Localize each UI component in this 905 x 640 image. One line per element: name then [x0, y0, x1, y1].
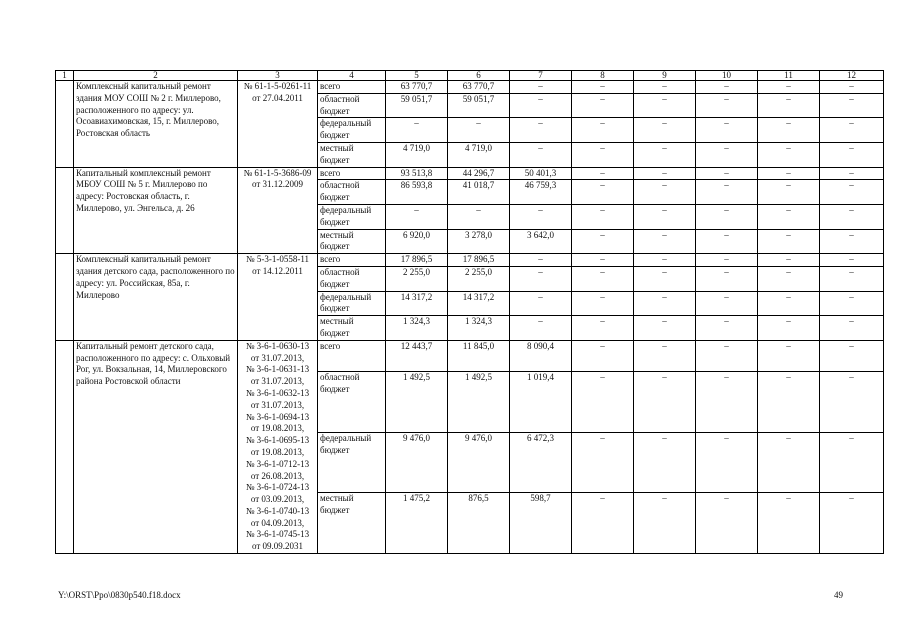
empty-value-cell: – [820, 340, 884, 372]
empty-value-cell: – [696, 204, 758, 229]
value-cell: – [510, 291, 572, 316]
document-reference [238, 254, 318, 341]
empty-value-cell: – [634, 493, 696, 554]
empty-value-cell: – [696, 142, 758, 167]
value-cell: 9 476,0 [448, 432, 510, 493]
table-row [56, 81, 884, 94]
column-number: 9 [634, 71, 696, 81]
empty-value-cell: – [634, 142, 696, 167]
empty-value-cell: – [696, 316, 758, 341]
empty-value-cell: – [572, 180, 634, 205]
funding-source: местный бюджет [318, 229, 386, 254]
object-name: Комплексный капитальный ремонт здания МОУ СОШ № 2 г. Миллерово, расположенного по адресу: ул. Осоавиахимовская, 15, г. Миллерово, Ростовская область [74, 81, 238, 168]
empty-value-cell: – [758, 266, 820, 291]
budget-table [55, 70, 884, 554]
document-line: от 09.09.2031 [251, 541, 304, 552]
page-number: 49 [834, 590, 843, 600]
funding-source: всего [318, 340, 386, 372]
value-cell: 1 324,3 [386, 316, 448, 341]
value-cell: 41 018,7 [448, 180, 510, 205]
funding-source: федеральный бюджет [318, 204, 386, 229]
value-cell: – [510, 118, 572, 143]
column-number: 11 [758, 71, 820, 81]
value-cell: 17 896,5 [386, 254, 448, 267]
empty-value-cell: – [696, 432, 758, 493]
empty-value-cell: – [820, 167, 884, 180]
object-name: Капитальный ремонт детского сада, расположенного по адресу: с. Ольховый Рог, ул. Вокзальная, 14, Миллеровского района Ростовской области [74, 340, 238, 553]
value-cell: 63 770,7 [386, 81, 448, 94]
column-number-row [56, 71, 884, 81]
empty-value-cell: – [758, 493, 820, 554]
value-cell: – [510, 93, 572, 118]
empty-value-cell: – [758, 340, 820, 372]
empty-value-cell: – [758, 316, 820, 341]
empty-value-cell: – [820, 204, 884, 229]
empty-value-cell: – [758, 291, 820, 316]
empty-value-cell: – [696, 254, 758, 267]
empty-value-cell: – [820, 291, 884, 316]
column-number: 4 [318, 71, 386, 81]
value-cell: – [448, 118, 510, 143]
value-cell: 17 896,5 [448, 254, 510, 267]
funding-source: федеральный бюджет [318, 118, 386, 143]
value-cell: 2 255,0 [448, 266, 510, 291]
document-line: от 14.12.2011 [252, 265, 303, 276]
empty-value-cell: – [572, 81, 634, 94]
empty-value-cell: – [634, 316, 696, 341]
empty-value-cell: – [634, 372, 696, 433]
column-number: 7 [510, 71, 572, 81]
empty-value-cell: – [758, 372, 820, 433]
empty-value-cell: – [572, 291, 634, 316]
value-cell: 8 090,4 [510, 340, 572, 372]
document-line: № 3-6-1-0740-13 [245, 505, 310, 516]
value-cell: 4 719,0 [448, 142, 510, 167]
value-cell: 63 770,7 [448, 81, 510, 94]
value-cell: 9 476,0 [386, 432, 448, 493]
document-line: от 19.08.2013, [250, 423, 305, 434]
empty-value-cell: – [696, 493, 758, 554]
document-line: № 3-6-1-0631-13 [245, 364, 310, 375]
funding-source: федеральный бюджет [318, 432, 386, 493]
value-cell: 1 492,5 [448, 372, 510, 433]
value-cell: 93 513,8 [386, 167, 448, 180]
value-cell: 1 324,3 [448, 316, 510, 341]
empty-value-cell: – [758, 254, 820, 267]
funding-source: областной бюджет [318, 93, 386, 118]
funding-source: областной бюджет [318, 372, 386, 433]
row-number-cell [56, 167, 74, 254]
value-cell: 2 255,0 [386, 266, 448, 291]
table-row [56, 340, 884, 372]
document-line: от 04.09.2013, [250, 517, 305, 528]
empty-value-cell: – [820, 432, 884, 493]
empty-value-cell: – [820, 180, 884, 205]
empty-value-cell: – [820, 142, 884, 167]
value-cell: – [386, 204, 448, 229]
value-cell: 59 051,7 [386, 93, 448, 118]
empty-value-cell: – [572, 316, 634, 341]
empty-value-cell: – [758, 142, 820, 167]
funding-source: всего [318, 81, 386, 94]
column-number: 2 [74, 71, 238, 81]
empty-value-cell: – [572, 266, 634, 291]
empty-value-cell: – [634, 93, 696, 118]
document-line: № 61-1-5-3686-09 [243, 167, 312, 178]
empty-value-cell: – [572, 204, 634, 229]
empty-value-cell: – [696, 266, 758, 291]
document-line: № 3-6-1-0712-13 [245, 458, 310, 469]
empty-value-cell: – [634, 81, 696, 94]
value-cell: 44 296,7 [448, 167, 510, 180]
value-cell: 3 642,0 [510, 229, 572, 254]
empty-value-cell: – [634, 167, 696, 180]
document-line: от 19.08.2013, [250, 446, 305, 457]
funding-source: местный бюджет [318, 142, 386, 167]
funding-source: местный бюджет [318, 493, 386, 554]
empty-value-cell: – [696, 167, 758, 180]
empty-value-cell: – [572, 493, 634, 554]
document-line: № 3-6-1-0724-13 [245, 482, 310, 493]
empty-value-cell: – [696, 93, 758, 118]
document-reference [238, 340, 318, 553]
document-reference [238, 81, 318, 168]
empty-value-cell: – [758, 180, 820, 205]
row-number-cell [56, 81, 74, 168]
funding-source: областной бюджет [318, 266, 386, 291]
empty-value-cell: – [696, 229, 758, 254]
document-line: от 31.07.2013, [250, 399, 305, 410]
column-number: 6 [448, 71, 510, 81]
value-cell: 14 317,2 [448, 291, 510, 316]
empty-value-cell: – [758, 204, 820, 229]
funding-source: всего [318, 167, 386, 180]
document-line: от 27.04.2011 [252, 92, 303, 103]
row-number-cell [56, 340, 74, 553]
document-line: № 3-6-1-0745-13 [245, 529, 310, 540]
value-cell: 46 759,3 [510, 180, 572, 205]
document-line: от 26.08.2013, [250, 470, 305, 481]
object-name: Капитальный комплексный ремонт МБОУ СОШ № 5 г. Миллерово по адресу: Ростовская область, г. Миллерово, ул. Энгельса, д. 26 [74, 167, 238, 254]
empty-value-cell: – [634, 340, 696, 372]
value-cell: – [510, 316, 572, 341]
file-path: Y:\ORST\Ppo\0830p540.f18.docx [58, 590, 181, 600]
document-line: от 31.07.2013, [250, 376, 305, 387]
funding-source: федеральный бюджет [318, 291, 386, 316]
empty-value-cell: – [572, 118, 634, 143]
funding-source: всего [318, 254, 386, 267]
empty-value-cell: – [572, 432, 634, 493]
empty-value-cell: – [696, 291, 758, 316]
value-cell: 1 492,5 [386, 372, 448, 433]
empty-value-cell: – [572, 229, 634, 254]
empty-value-cell: – [696, 81, 758, 94]
document-line: № 5-3-1-0558-11 [246, 254, 309, 265]
value-cell: – [386, 118, 448, 143]
empty-value-cell: – [634, 266, 696, 291]
value-cell: 598,7 [510, 493, 572, 554]
document-line: № 3-6-1-0694-13 [245, 411, 310, 422]
empty-value-cell: – [820, 81, 884, 94]
empty-value-cell: – [758, 432, 820, 493]
empty-value-cell: – [634, 229, 696, 254]
empty-value-cell: – [572, 167, 634, 180]
funding-source: местный бюджет [318, 316, 386, 341]
empty-value-cell: – [758, 93, 820, 118]
empty-value-cell: – [820, 316, 884, 341]
empty-value-cell: – [696, 180, 758, 205]
empty-value-cell: – [758, 118, 820, 143]
value-cell: 876,5 [448, 493, 510, 554]
value-cell: 6 472,3 [510, 432, 572, 493]
document-line: от 31.07.2013, [250, 352, 305, 363]
empty-value-cell: – [820, 118, 884, 143]
empty-value-cell: – [634, 204, 696, 229]
value-cell: 14 317,2 [386, 291, 448, 316]
value-cell: – [448, 204, 510, 229]
empty-value-cell: – [634, 432, 696, 493]
column-number: 3 [238, 71, 318, 81]
empty-value-cell: – [696, 118, 758, 143]
value-cell: – [510, 81, 572, 94]
document-reference [238, 167, 318, 254]
empty-value-cell: – [820, 372, 884, 433]
document-line: от 31.12.2009 [251, 179, 304, 190]
value-cell: 1 475,2 [386, 493, 448, 554]
empty-value-cell: – [634, 118, 696, 143]
value-cell: 12 443,7 [386, 340, 448, 372]
value-cell: 50 401,3 [510, 167, 572, 180]
column-number: 8 [572, 71, 634, 81]
document-line: № 61-1-5-0261-11 [243, 81, 312, 91]
value-cell: 6 920,0 [386, 229, 448, 254]
column-number: 1 [56, 71, 74, 81]
document-line: № 3-6-1-0632-13 [245, 387, 310, 398]
value-cell: 3 278,0 [448, 229, 510, 254]
empty-value-cell: – [634, 180, 696, 205]
document-line: № 3-6-1-0695-13 [245, 435, 310, 446]
empty-value-cell: – [696, 372, 758, 433]
row-number-cell [56, 254, 74, 341]
column-number: 12 [820, 71, 884, 81]
value-cell: 4 719,0 [386, 142, 448, 167]
empty-value-cell: – [696, 340, 758, 372]
column-number: 5 [386, 71, 448, 81]
value-cell: – [510, 254, 572, 267]
empty-value-cell: – [758, 167, 820, 180]
column-number: 10 [696, 71, 758, 81]
value-cell: 1 019,4 [510, 372, 572, 433]
empty-value-cell: – [820, 266, 884, 291]
table-row [56, 254, 884, 267]
value-cell: 11 845,0 [448, 340, 510, 372]
empty-value-cell: – [758, 81, 820, 94]
empty-value-cell: – [634, 291, 696, 316]
empty-value-cell: – [572, 93, 634, 118]
empty-value-cell: – [820, 254, 884, 267]
empty-value-cell: – [820, 93, 884, 118]
empty-value-cell: – [634, 254, 696, 267]
empty-value-cell: – [572, 142, 634, 167]
value-cell: – [510, 204, 572, 229]
empty-value-cell: – [572, 340, 634, 372]
empty-value-cell: – [572, 254, 634, 267]
document-line: № 3-6-1-0630-13 [245, 340, 310, 351]
empty-value-cell: – [758, 229, 820, 254]
document-line: от 03.09.2013, [250, 494, 305, 505]
table-row [56, 167, 884, 180]
funding-source: областной бюджет [318, 180, 386, 205]
value-cell: – [510, 266, 572, 291]
empty-value-cell: – [820, 229, 884, 254]
object-name: Комплексный капитальный ремонт здания детского сада, расположенного по адресу: ул. Российская, 85а, г. Миллерово [74, 254, 238, 341]
empty-value-cell: – [572, 372, 634, 433]
value-cell: 86 593,8 [386, 180, 448, 205]
empty-value-cell: – [820, 493, 884, 554]
value-cell: 59 051,7 [448, 93, 510, 118]
value-cell: – [510, 142, 572, 167]
